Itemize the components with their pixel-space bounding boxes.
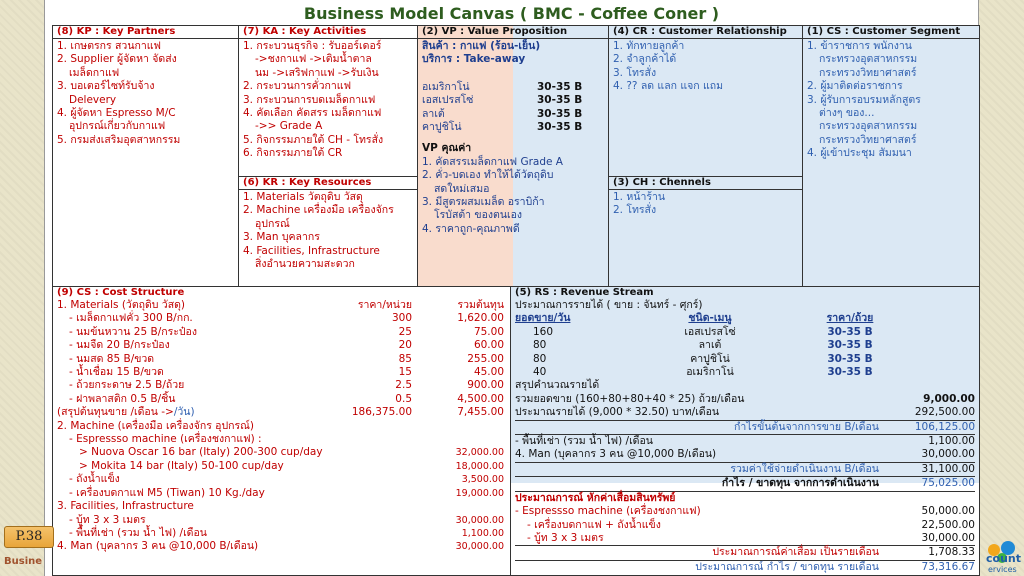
material-row — [57, 339, 506, 352]
key-partner-item: 2. Supplier ผู้จัดหา จัดส่ง — [57, 53, 177, 66]
revenue-stream-block — [510, 286, 980, 576]
key-resources-header: (6) KR : Key Resources — [239, 177, 417, 190]
material-total: 4,500.00 — [457, 392, 504, 405]
facility-name: - พื้นที่เช่า (รวม น้ำ ไฟ) /เดือน — [69, 526, 207, 539]
channels-block — [608, 176, 803, 287]
material-unit: 15 — [398, 366, 412, 379]
depreciation-name: - Espressso machine (เครื่องชงกาแฟ) — [515, 505, 701, 518]
materials-list — [57, 312, 506, 406]
material-name: - เมล็ดกาแฟคั่ว 300 B/กก. — [69, 312, 193, 325]
customer-relationship-item: 2. จำลูกค้าได้ — [613, 53, 677, 66]
rs-col-type: ชนิด-เมนู — [688, 312, 732, 325]
value-proposition-block — [417, 25, 609, 287]
depreciation-title: ประมาณการณ์ หักค่าเสื่อมสินทรัพย์ — [515, 491, 975, 505]
profit-value: 75,025.00 — [921, 477, 975, 490]
vp-menu-name: เอสเปรสโซ่ — [422, 94, 474, 107]
logo-subtext: ervices — [988, 565, 1017, 574]
vp-menu-price: 30-35 B — [537, 94, 583, 107]
revenue-qty: 40 — [533, 366, 547, 379]
revenue-type: คาปูชิโน่ — [690, 352, 730, 365]
vp-service: บริการ : Take-away — [422, 53, 526, 66]
revenue-price: 30-35 B — [827, 325, 873, 338]
machine-title: 2. Machine (เครื่องมือ เครื่องจักร อุปกรณ์) — [57, 419, 254, 432]
rent-value: 1,100.00 — [928, 435, 975, 448]
material-row — [57, 366, 506, 379]
key-activities-list — [239, 39, 417, 162]
key-partner-item: 3. บอเตอร์ไซท์รับจ้าง — [57, 80, 155, 93]
material-row — [57, 326, 506, 339]
sum-month-value: 186,375.00 — [351, 406, 412, 419]
facility-value: 1,100.00 — [461, 527, 504, 539]
customer-segment-item: กระทรวงอุตสาหกรรม — [819, 120, 918, 133]
vp-value-header: VP คุณค่า — [422, 142, 472, 155]
revenue-type: อเมริกาโน่ — [686, 366, 734, 379]
depreciation-value: 30,000.00 — [921, 531, 975, 544]
income-value: 292,500.00 — [914, 406, 975, 419]
revenue-stream-header: (5) RS : Revenue Stream — [515, 287, 654, 298]
sum-label-day: /วัน) — [173, 406, 195, 419]
material-name: - ถ้วยกระดาษ 2.5 B/ถ้วย — [69, 379, 185, 392]
sum-day-value: 7,455.00 — [457, 406, 504, 419]
cost-structure-header: (9) CS : Cost Structure — [57, 287, 185, 298]
customer-relationship-item: 4. ?? ลด แลก แจก แถม — [613, 80, 723, 93]
logo-text: count — [986, 552, 1021, 565]
machine-value: 18,000.00 — [455, 460, 504, 472]
machine-name: > Mokita 14 bar (Italy) 50-100 cup/day — [79, 459, 284, 472]
customer-segment-item: 1. ข้าราชการ พนักงาน — [807, 40, 912, 52]
vp-value-item: 3. มีสูตรผสมเมล็ด อราบิก้า — [422, 196, 545, 209]
opex-value: 31,100.00 — [921, 462, 975, 475]
key-partner-item: อุปกรณ์เกี่ยวกับกาแฟ — [69, 120, 166, 133]
customer-segment-item: 2. ผู้มาติดต่อราชการ — [807, 80, 903, 93]
key-resource-item: อุปกรณ์ — [255, 217, 290, 230]
col-total-header: รวมต้นทุน — [457, 299, 504, 311]
revenue-row — [515, 326, 975, 339]
vp-menu-name: คาปูชิโน่ — [422, 121, 462, 134]
facility-list — [57, 514, 506, 541]
rs-man-label: 4. Man (บุคลากร 3 คน @10,000 B/เดือน) — [515, 448, 717, 461]
key-partner-item: 5. กรมส่งเสริมอุตสาหกรรม — [57, 133, 181, 146]
page-title: Business Model Canvas ( BMC - Coffee Coner ) — [303, 4, 720, 23]
revenue-type: ลาเต้ — [698, 339, 722, 352]
customer-segment-block — [802, 25, 980, 287]
materials-title: 1. Materials (วัตถุดิบ วัสดุ) — [57, 299, 186, 311]
revenue-price: 30-35 B — [827, 352, 873, 365]
key-partners-header: (8) KP : Key Partners — [53, 26, 238, 39]
depreciation-row — [515, 505, 975, 518]
key-resource-item: 3. Man บุคลากร — [243, 231, 320, 244]
material-name: - ฝาพลาสติก 0.5 B/ชิ้น — [69, 392, 176, 405]
revenue-qty: 80 — [533, 352, 547, 365]
machine-row — [57, 433, 506, 446]
vp-value-item: 1. คัดสรรเมล็ดกาแฟ Grade A — [422, 155, 563, 168]
key-partner-item: Delevery — [69, 93, 117, 106]
dep-month-value: 1,708.33 — [928, 546, 975, 559]
rs-man-value: 30,000.00 — [921, 448, 975, 461]
vp-product: สินค้า : กาแฟ (ร้อน-เย็น) — [422, 40, 541, 52]
customer-segment-item: กระทรวงอุตสาหกรรม — [819, 53, 918, 66]
machine-name: - ถังน้ำแข็ง — [69, 473, 120, 486]
depreciation-value: 22,500.00 — [921, 518, 975, 531]
customer-segment-header: (1) CS : Customer Segment — [803, 26, 979, 39]
total-sales-value: 9,000.00 — [923, 392, 975, 405]
material-name: - นมสด 85 B/ขวด — [69, 352, 155, 365]
channels-list — [609, 190, 802, 219]
revenue-rows — [515, 326, 975, 380]
depreciation-name: - เครื่องบดกาแฟ + ถังน้ำแข็ง — [527, 518, 661, 531]
channels-header: (3) CH : Chennels — [609, 177, 802, 190]
revenue-price: 30-35 B — [827, 366, 873, 379]
rent-label: - พื้นที่เช่า (รวม น้ำ ไฟ) /เดือน — [515, 435, 653, 448]
key-activity-item: นม ->เสริฟกาแฟ ->รับเงิน — [255, 66, 379, 79]
machine-value — [432, 433, 504, 446]
depreciation-row — [515, 532, 975, 545]
machine-value: 3,500.00 — [461, 474, 504, 486]
customer-relationship-block — [608, 25, 803, 177]
vp-value-item: สดใหม่เสมอ — [434, 182, 490, 195]
revenue-row — [515, 353, 975, 366]
depreciation-name: - บู้ท 3 x 3 เมตร — [527, 531, 604, 544]
key-resource-item: สิ่งอำนวยความสะดวก — [255, 258, 355, 271]
net-profit-value: 73,316.67 — [921, 560, 975, 573]
dep-month-label: ประมาณการณ์ค่าเสื่อม เป็นรายเดือน — [712, 546, 879, 559]
facility-value: 30,000.00 — [455, 514, 504, 526]
material-row — [57, 353, 506, 366]
rs-col-qty: ยอดขาย/วัน — [515, 312, 571, 325]
key-activity-item: 2. กระบวนการคั่วกาแฟ — [243, 80, 351, 93]
customer-segment-list — [803, 39, 979, 162]
footer-text: Busine — [4, 556, 43, 567]
key-activities-block — [238, 25, 418, 177]
vp-value-item: 4. ราคาถูก-คุณภาพดี — [422, 222, 520, 235]
facility-row — [57, 527, 506, 540]
summary-title: สรุปคำนวณรายได้ — [515, 379, 600, 392]
machine-value: 19,000.00 — [455, 487, 504, 499]
material-total: 1,620.00 — [457, 312, 504, 325]
vp-menu-price: 30-35 B — [537, 107, 583, 120]
value-proposition-header: (2) VP : Value Proposition — [418, 26, 608, 39]
material-total: 75.00 — [473, 325, 504, 338]
vp-menu-row — [422, 94, 604, 107]
machine-row — [57, 446, 506, 459]
machine-value: 32,000.00 — [455, 447, 504, 459]
facility-row — [57, 514, 506, 527]
customer-relationship-item: 1. ทักทายลูกค้า — [613, 40, 685, 52]
machine-name: - เครื่องบดกาแฟ M5 (Tiwan) 10 Kg./day — [69, 486, 265, 499]
net-profit-label: ประมาณการณ์ กำไร / ขาดทุน รายเดือน — [695, 560, 879, 573]
key-activity-item: 3. กระบวนการบดเมล็ดกาแฟ — [243, 93, 376, 106]
material-unit: 2.5 — [395, 379, 412, 392]
customer-segment-item: 3. ผู้รับการอบรมหลักสูตร — [807, 93, 921, 106]
revenue-price: 30-35 B — [827, 339, 873, 352]
material-row — [57, 312, 506, 325]
channel-item: 2. โทรสั่ง — [613, 204, 657, 217]
key-activity-item: 1. กระบวนธุรกิจ : รับออร์เดอร์ — [243, 40, 382, 52]
bmc-canvas — [44, 0, 979, 576]
vp-menu-price: 30-35 B — [537, 80, 583, 93]
material-name: - นมจืด 20 B/กระป๋อง — [69, 339, 170, 352]
vp-values-list — [422, 156, 604, 236]
gross-profit-value: 106,125.00 — [914, 420, 975, 433]
vp-menu-row — [422, 121, 604, 134]
vp-menu-row — [422, 81, 604, 94]
revenue-type: เอสเปรสโซ่ — [684, 325, 736, 338]
gross-profit-label: กำไรขั้นต้นจากการขาย B/เดือน — [733, 420, 879, 433]
material-total: 255.00 — [467, 352, 504, 365]
customer-segment-item: 4. ผู้เข้าประชุม สัมมนา — [807, 147, 912, 160]
cost-structure-block — [52, 286, 511, 576]
customer-segment-item: กระทรวงวิทยาศาสตร์ — [819, 133, 917, 146]
facility-name: - บู้ท 3 x 3 เมตร — [69, 513, 146, 526]
key-activity-item: 5. กิจกรรมภายใต้ CH - โทรสั่ง — [243, 133, 384, 146]
material-unit: 300 — [391, 312, 412, 325]
material-unit: 25 — [398, 325, 412, 338]
key-partner-item: 4. ผู้จัดหา Espresso M/C — [57, 107, 176, 120]
customer-relationship-item: 3. โทรสั่ง — [613, 66, 657, 79]
total-sales-label: รวมยอดขาย (160+80+80+40 * 25) ถ้วย/เดือน — [515, 392, 745, 405]
profit-label: กำไร / ขาดทุน จากการดำเนินงาน — [721, 477, 879, 490]
machine-name: - Espressso machine (เครื่องชงกาแฟ) : — [69, 433, 262, 446]
depreciation-list — [515, 505, 975, 545]
key-resources-block — [238, 176, 418, 287]
machine-row — [57, 487, 506, 500]
vp-menu-name: ลาเต้ — [422, 107, 445, 120]
income-label: ประมาณรายได้ (9,000 * 32.50) บาท/เดือน — [515, 406, 720, 419]
man-title: 4. Man (บุคลากร 3 คน @10,000 B/เดือน) — [57, 540, 259, 553]
material-unit: 20 — [398, 339, 412, 352]
vp-menu-price: 30-35 B — [537, 121, 583, 134]
key-activity-item: 6. กิจกรรมภายใต้ CR — [243, 147, 343, 160]
revenue-qty: 160 — [533, 325, 554, 338]
key-activity-item: ->> Grade A — [255, 120, 323, 133]
vp-menu-list — [422, 81, 604, 135]
key-activities-header: (7) KA : Key Activities — [239, 26, 417, 39]
customer-segment-item: ต่างๆ ของ... — [819, 107, 875, 120]
key-activity-item: ->ชงกาแฟ ->เติมน้ำตาล — [255, 53, 372, 66]
depreciation-value: 50,000.00 — [921, 505, 975, 518]
revenue-row — [515, 339, 975, 352]
machine-list — [57, 433, 506, 500]
channel-item: 1. หน้าร้าน — [613, 191, 666, 203]
col-unit-header: ราคา/หน่วย — [357, 299, 412, 311]
vp-menu-row — [422, 108, 604, 121]
key-partner-item: เมล็ดกาแฟ — [69, 66, 120, 79]
material-total: 900.00 — [467, 379, 504, 392]
slide-number-badge: P.38 — [4, 526, 54, 548]
material-total: 45.00 — [473, 366, 504, 379]
facility-title: 3. Facilities, Infrastructure — [57, 500, 194, 513]
revenue-qty: 80 — [533, 339, 547, 352]
machine-row — [57, 473, 506, 486]
key-partner-item: 1. เกษตรกร สวนกาแฟ — [57, 40, 161, 52]
key-resources-list — [239, 190, 417, 272]
key-resource-item: 2. Machine เครื่องมือ เครื่องจักร — [243, 204, 394, 217]
material-row — [57, 393, 506, 406]
machine-name: > Nuova Oscar 16 bar (Italy) 200-300 cup/day — [79, 446, 323, 459]
key-partners-list — [53, 39, 238, 148]
customer-relationship-header: (4) CR : Customer Relationship — [609, 26, 802, 39]
vp-menu-name: อเมริกาโน่ — [422, 80, 470, 93]
depreciation-row — [515, 519, 975, 532]
material-row — [57, 379, 506, 392]
customer-relationship-list — [609, 39, 802, 95]
material-unit: 85 — [398, 352, 412, 365]
rs-col-price: ราคา/ถ้วย — [826, 312, 874, 325]
material-total: 60.00 — [473, 339, 504, 352]
man-value: 30,000.00 — [455, 541, 504, 553]
key-activity-item: 4. คัดเลือก คัดสรร เมล็ดกาแฟ — [243, 107, 382, 120]
vp-value-item: 2. คั่ว-บดเอง ทำให้ได้วัตถุดิบ — [422, 169, 554, 182]
sum-label: (สรุปต้นทุนขาย /เดือน -> — [57, 406, 174, 419]
key-resource-item: 1. Materials วัตถุดิบ วัสดุ — [243, 191, 363, 203]
vp-value-item: โรบัสต้า ของตนเอง — [434, 209, 523, 222]
machine-row — [57, 460, 506, 473]
material-name: - นมข้นหวาน 25 B/กระป๋อง — [69, 325, 197, 338]
material-name: - น้ำเชื่อม 15 B/ขวด — [69, 366, 164, 379]
material-unit: 0.5 — [395, 392, 412, 405]
forecast-title: ประมาณการรายได้ ( ขาย : จันทร์ - ศุกร์) — [515, 299, 703, 311]
key-partners-block — [52, 25, 239, 287]
key-resource-item: 4. Facilities, Infrastructure — [243, 244, 380, 257]
opex-label: รวมค่าใช้จ่ายดำเนินงาน B/เดือน — [730, 462, 879, 475]
customer-segment-item: กระทรวงวิทยาศาสตร์ — [819, 66, 917, 79]
revenue-row — [515, 366, 975, 379]
